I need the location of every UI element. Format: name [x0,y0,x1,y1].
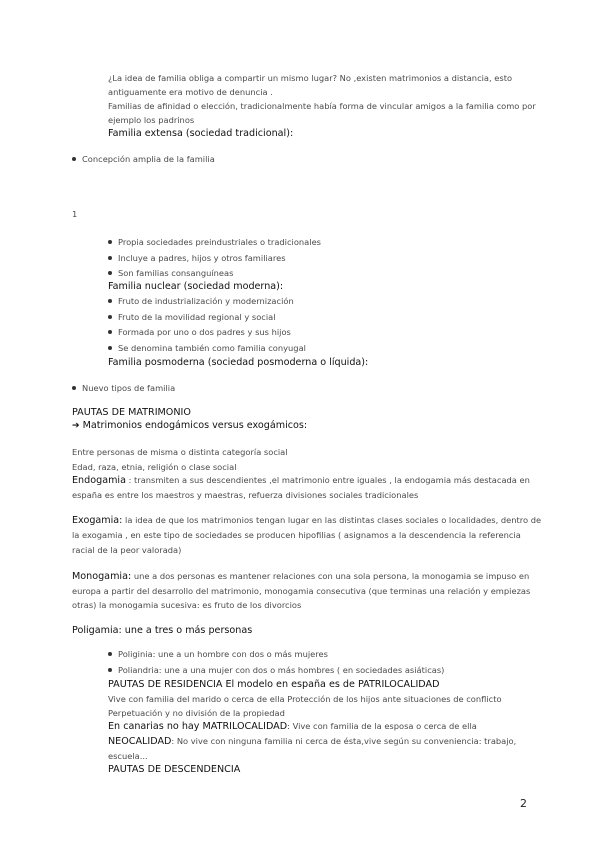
concepcion-item [72,155,215,163]
residencia-line-3: Perpetuación y no división de la propiedad [108,708,285,718]
list-item-text: Fruto de la movilidad regional y social [118,312,276,322]
list-item [108,297,294,305]
bullet-icon [108,271,112,275]
list-item [108,238,321,246]
pautas-descendencia-heading: PAUTAS DE DESCENDENCIA [108,764,241,775]
endogamia-text: : transmiten a sus descendientes ,el matrimonio entre iguales , la endogamia más destacada en [125,475,530,485]
bullet-icon [108,668,112,672]
list-item [108,328,291,336]
list-item-text: Formada por uno o dos padres y sus hijos [118,327,291,337]
bullet-icon [108,652,112,656]
bullet-icon [108,240,112,244]
posmoderna-item [72,384,175,392]
bullet-icon [108,256,112,260]
bullet-icon [108,330,112,334]
monogamia-term: Monogamia: [72,571,132,582]
list-item-text: Fruto de industrialización y modernización [118,296,294,306]
neocalidad-term: NEOCALIDAD [108,736,172,747]
residencia-line-5 [108,737,516,747]
pautas-matrimonio-title: PAUTAS DE MATRIMONIO [72,407,191,418]
list-item-text: Se denomina también como familia conyugal [118,343,306,353]
matrilocalidad-text: : Vive con familia de la esposa o cerca de ella [287,721,477,731]
exogamia-term: Exogamia: [72,515,123,526]
list-item [108,666,444,674]
list-item [108,650,328,658]
familia-extensa-heading: Familia extensa (sociedad tradicional): [108,128,294,139]
intro-line-1: ¿La idea de familia obliga a compartir un mismo lugar? No ,existen matrimonios a distancia, esto [108,73,513,83]
intro-line-3: Familias de afinidad o elección, tradicionalmente había forma de vincular amigos a la familia como por [108,101,536,111]
pautas-line-2: Edad, raza, etnia, religión o clase social [72,462,237,472]
list-item [108,313,276,321]
familia-posmoderna-heading: Familia posmoderna (sociedad posmoderna o líquida): [108,357,369,368]
exogamia-line-1 [72,516,541,526]
endogamia-term: Endogamia [72,475,126,486]
bullet-icon [72,157,76,161]
matrilocalidad-term: En canarias no hay MATRILOCALIDAD [108,721,288,732]
list-item-text: Son familias consanguíneas [118,268,234,278]
page-number: 2 [520,797,527,810]
list-item-text: Poliginia: une a un hombre con dos o más mujeres [118,649,328,659]
bullet-icon [108,346,112,350]
poligamia-heading: Poligamia: une a tres o más personas [72,625,253,636]
residencia-line-2: Vive con familia del marido o cerca de ella Protección de los hijos ante situaciones de conflicto [108,694,502,704]
intro-line-2: antiguamente era motivo de denuncia . [108,87,273,97]
list-item-text: Poliandria: une a una mujer con dos o más hombres ( en sociedades asiáticas) [118,665,445,675]
intro-line-4: ejemplo los padrinos [108,115,195,125]
exogamia-text: la idea de que los matrimonios tengan lugar en las distintas clases sociales o localidades, dentro de [122,515,542,525]
endogamia-line-2: españa es entre los maestros y maestras, refuerza divisiones sociales tradicionales [72,490,419,500]
exogamia-line-2: la exogamia , en este tipo de sociedades se producen hipofilias ( asignamos a la descendencia la referencia [72,530,521,540]
page-marker-1: 1 [72,209,78,219]
list-item-text: Nuevo tipos de familia [82,383,176,393]
familia-nuclear-heading: Familia nuclear (sociedad moderna): [108,281,284,292]
monogamia-line-2: europa a partir del desarrollo del matrimonio, monogamia consecutiva (que terminas una relación y empiezas [72,586,531,596]
neocalidad-text: : No vive con ninguna familia ni cerca de ésta,vive según su conveniencia: trabajo, [171,736,517,746]
residencia-line-4 [108,722,477,732]
arrow-icon: ➔ [72,421,80,431]
monogamia-line-1 [72,572,529,582]
bullet-icon [108,299,112,303]
monogamia-line-3: otras) la monogamia sucesiva: es fruto de los divorcios [72,600,302,610]
list-item [108,269,233,277]
pautas-line-1: Entre personas de misma o distinta categoría social [72,447,288,457]
exogamia-line-3: racial de la peor valorada) [72,545,182,555]
residencia-line-6: escuela... [108,751,148,761]
endogamia-line-1 [72,476,530,486]
list-item-text: Incluye a padres, hijos y otros familiares [118,253,286,263]
pautas-subtitle [72,421,307,431]
pautas-residencia-heading: PAUTAS DE RESIDENCIA El modelo en españa es de PATRILOCALIDAD [108,679,440,690]
concepcion-text: Concepción amplia de la familia [82,154,215,164]
list-item [108,344,306,352]
bullet-icon [108,315,112,319]
bullet-icon [72,386,76,390]
list-item-text: Propia sociedades preindustriales o tradicionales [118,237,321,247]
list-item [108,254,286,262]
monogamia-text: une a dos personas es mantener relaciones con una sola persona, la monogamia se impuso en [131,571,530,581]
pautas-subtitle-text: Matrimonios endogámicos versus exogámicos: [82,420,308,431]
